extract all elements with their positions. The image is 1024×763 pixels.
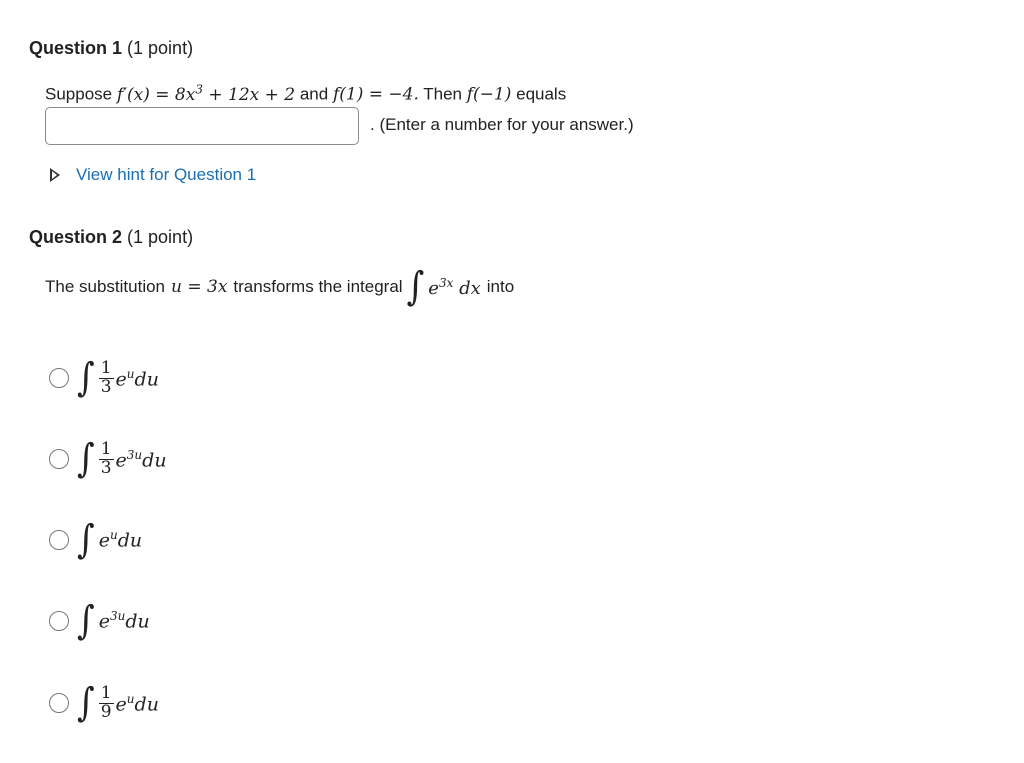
answer-instructions: . (Enter a number for your answer.) xyxy=(370,115,634,134)
hint-link[interactable]: View hint for Question 1 xyxy=(76,165,257,184)
fraction: $\frac{1}{3}$ xyxy=(100,439,112,478)
integral-symbol: ∫ xyxy=(77,680,95,727)
integral-symbol: ∫ xyxy=(77,436,95,483)
prompt-text: equals xyxy=(516,84,567,104)
option-3[interactable] xyxy=(49,517,143,563)
integral-symbol: ∫ xyxy=(77,355,95,402)
integral-symbol: ∫ xyxy=(77,598,95,644)
option-4-radio[interactable] xyxy=(49,611,69,631)
derivative-expr: $f'(x) = 8x^3 + 12x + 2$ xyxy=(116,82,296,105)
target-expr: f(−1) xyxy=(466,84,512,105)
option-2[interactable] xyxy=(49,436,167,483)
option-2-expr: ∫ $\frac{1}{3}$ $e^{3u}du$ xyxy=(77,436,167,483)
question-2-points: (1 point) xyxy=(127,227,194,247)
option-5-expr: ∫ $\frac{1}{9}$ $e^udu$ xyxy=(77,680,159,727)
option-1[interactable] xyxy=(49,355,159,402)
question-1-title xyxy=(29,38,193,59)
option-3-radio[interactable] xyxy=(49,530,69,550)
prompt-text: and xyxy=(299,84,329,104)
option-2-radio[interactable] xyxy=(49,449,69,469)
question-1-prompt xyxy=(45,82,566,105)
option-1-radio[interactable] xyxy=(49,368,69,388)
integral-symbol: ∫ xyxy=(406,264,425,310)
fraction: $\frac{1}{9}$ xyxy=(100,683,112,722)
option-1-expr: ∫ $\frac{1}{3}$ $e^udu$ xyxy=(77,355,159,402)
prompt-text: Suppose xyxy=(45,84,113,104)
prompt-text: Then xyxy=(423,84,463,104)
question-2-label: Question 2 xyxy=(29,227,123,247)
option-5[interactable] xyxy=(49,680,159,727)
prompt-text: into xyxy=(486,277,515,296)
integral-symbol: ∫ xyxy=(77,517,95,563)
fraction: $\frac{1}{3}$ xyxy=(100,358,112,397)
integrand-expr: $e^{3x}$ dx xyxy=(428,275,481,299)
question-1-points: (1 point) xyxy=(127,38,194,58)
question-2-title xyxy=(29,227,193,248)
substitution-expr: u = 3x xyxy=(171,277,228,297)
disclosure-triangle-icon xyxy=(50,168,60,182)
condition-expr: f(1) = −4. xyxy=(332,84,419,105)
question-2-prompt xyxy=(45,264,515,310)
hint-toggle[interactable] xyxy=(50,165,256,185)
option-4[interactable] xyxy=(49,598,150,644)
option-3-expr: ∫ $e^udu$ xyxy=(77,517,143,563)
question-1-label: Question 1 xyxy=(29,38,123,58)
answer-input[interactable] xyxy=(45,107,359,145)
prompt-text: The substitution xyxy=(45,277,166,296)
option-4-expr: ∫ $e^{3u}du$ xyxy=(77,598,150,644)
option-5-radio[interactable] xyxy=(49,693,69,713)
prompt-text: transforms the integral xyxy=(233,277,403,296)
